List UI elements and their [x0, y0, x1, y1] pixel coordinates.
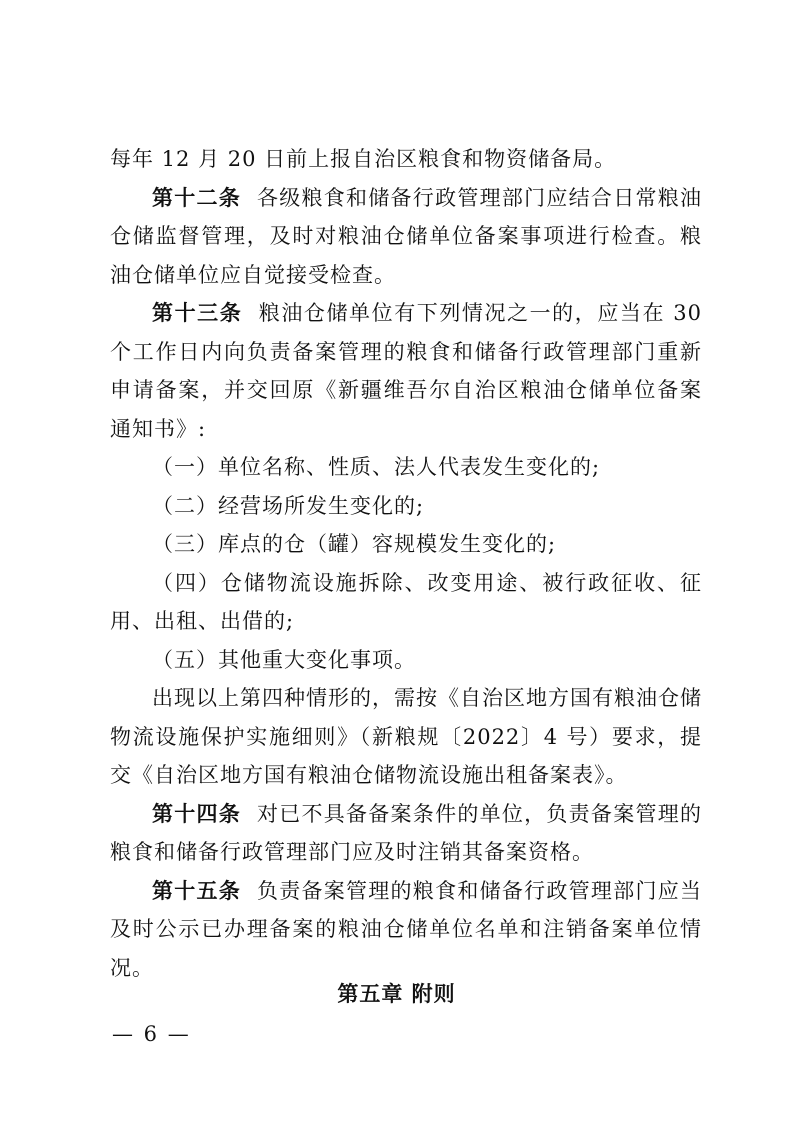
- paragraph-note: [110, 679, 702, 795]
- list-item-1: [110, 448, 702, 487]
- list-item-2: [110, 487, 702, 526]
- chapter-heading: 第五章 附则: [337, 982, 456, 1006]
- paragraph-text: 对已不具备备案条件的单位，负责备案管理的粮食和储备行政管理部门应及时注销其备案资格。: [110, 801, 702, 864]
- paragraph-text: 粮油仓储单位有下列情况之一的，应当在 30 个工作日内向负责备案管理的粮食和储备行政管理部门重新申请备案，并交回原《新疆维吾尔自治区粮油仓储单位备案通知书》:: [110, 301, 702, 441]
- list-item-4: [110, 564, 702, 641]
- article-14: [110, 795, 702, 872]
- paragraph-text: 每年 12 月 20 日前上报自治区粮食和物资储备局。: [110, 147, 617, 171]
- paragraph-0: [110, 140, 702, 179]
- article-title: 第十二条: [152, 185, 242, 210]
- paragraph-text: （二）经营场所发生变化的;: [152, 493, 425, 518]
- list-item-3: [110, 525, 702, 564]
- article-title: 第十五条: [152, 878, 242, 903]
- paragraph-text: （三）库点的仓（罐）容规模发生变化的;: [152, 532, 557, 556]
- list-item-5: [110, 641, 702, 680]
- paragraph-text: （五）其他重大变化事项。: [152, 647, 416, 672]
- article-12: [110, 179, 702, 295]
- paragraph-text: （一）单位名称、性质、法人代表发生变化的;: [152, 455, 601, 479]
- article-title: 第十四条: [152, 801, 242, 826]
- paragraph-text: 出现以上第四种情形的，需按《自治区地方国有粮油仓储物流设施保护实施细则》（新粮规〔2022〕4 号）要求，提交《自治区地方国有粮油仓储物流设施出租备案表》。: [110, 686, 702, 787]
- article-title: 第十三条: [152, 301, 243, 325]
- article-15: [110, 872, 702, 988]
- body-text: [110, 140, 702, 987]
- paragraph-text: 各级粮食和储备行政管理部门应结合日常粮油仓储监督管理，及时对粮油仓储单位备案事项进行检查。粮油仓储单位应自觉接受检查。: [110, 185, 702, 287]
- page-number: — 6 —: [112, 1022, 191, 1046]
- paragraph-text: 负责备案管理的粮食和储备行政管理部门应当及时公示已办理备案的粮油仓储单位名单和注销备案单位情况。: [110, 878, 702, 980]
- paragraph-text: （四）仓储物流设施拆除、改变用途、被行政征收、征用、出租、出借的;: [110, 570, 702, 633]
- article-13: [110, 294, 702, 448]
